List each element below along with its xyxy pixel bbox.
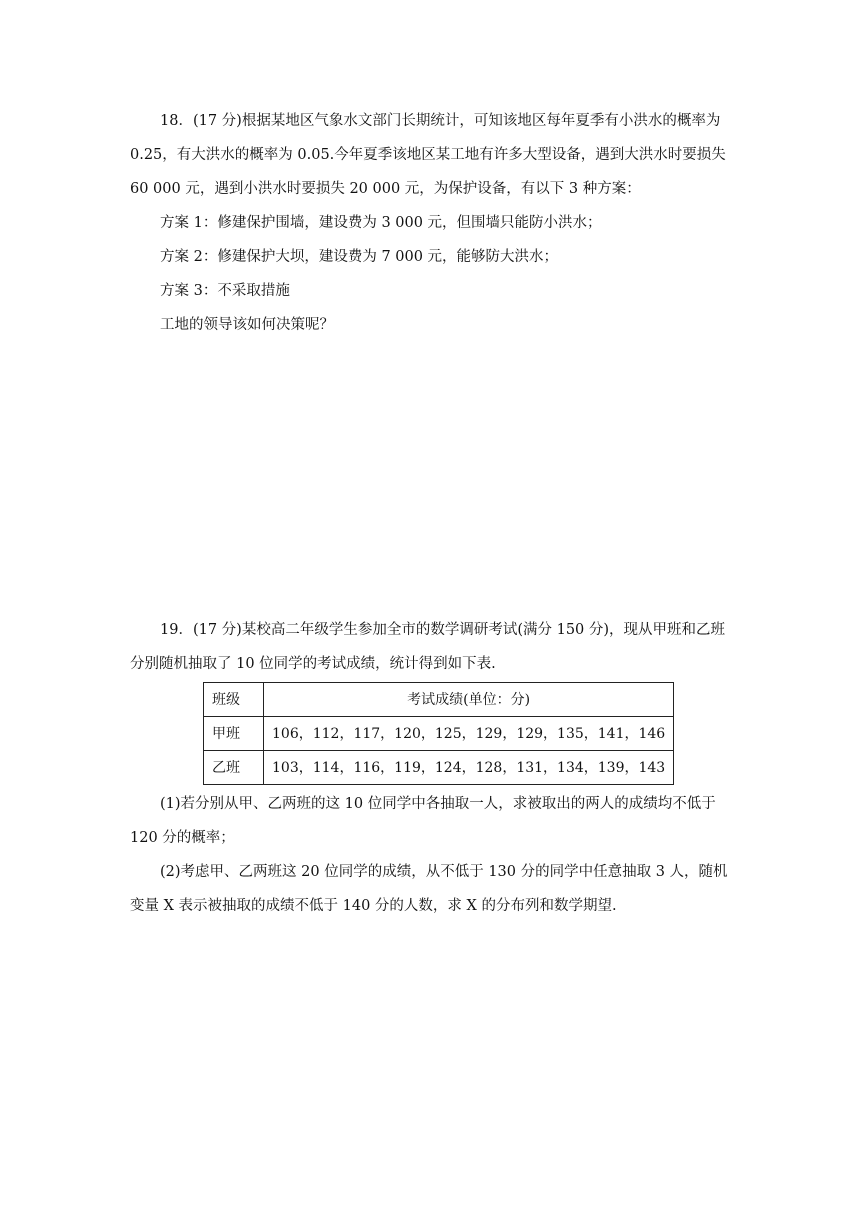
problem-18-plan-2: 方案 2：修建保护大坝，建设费为 7 000 元，能够防大洪水； xyxy=(160,249,559,265)
problem-19-stem-line-2: 分别随机抽取了 10 位同学的考试成绩，统计得到如下表. xyxy=(130,656,496,672)
problem-18-question: 工地的领导该如何决策呢？ xyxy=(160,317,334,333)
score-table xyxy=(203,682,674,785)
score-table-header-row xyxy=(204,683,674,717)
problem-18-stem-line-3: 60 000 元，遇到小洪水时要损失 20 000 元，为保护设备，有以下 3 种方案： xyxy=(130,181,641,197)
problem-18-plan-1: 方案 1：修建保护围墙，建设费为 3 000 元，但围墙只能防小洪水； xyxy=(160,215,602,231)
row-class-cell: 甲班 xyxy=(204,717,264,751)
table-row xyxy=(204,717,674,751)
problem-19-part-2-line-1: (2)考虑甲、乙两班这 20 位同学的成绩，从不低于 130 分的同学中任意抽取 3 人，随机 xyxy=(160,864,728,880)
problem-19-part-1-line-2: 120 分的概率； xyxy=(130,830,235,846)
problem-18-stem-line-1: 18．(17 分)根据某地区气象水文部门长期统计，可知该地区每年夏季有小洪水的概率为 xyxy=(160,113,721,129)
row-class-cell: 乙班 xyxy=(204,751,264,785)
problem-18 xyxy=(130,104,736,342)
table-row xyxy=(204,751,674,785)
problem-19-part-1-line-1: (1)若分别从甲、乙两班的这 10 位同学中各抽取一人，求被取出的两人的成绩均不低于 xyxy=(160,796,716,812)
row-scores-cell: 106，112，117，120，125，129，129，135，141，146 xyxy=(264,717,674,751)
problem-18-plan-3: 方案 3：不采取措施 xyxy=(160,283,290,299)
problem-19-stem-line-1: 19．(17 分)某校高二年级学生参加全市的数学调研考试(满分 150 分)，现从甲班和乙班 xyxy=(160,622,726,638)
problem-19-part-2-line-2: 变量 X 表示被抽取的成绩不低于 140 分的人数，求 X 的分布列和数学期望. xyxy=(130,898,617,914)
problem-19 xyxy=(130,613,736,923)
problem-18-stem-line-2: 0.25，有大洪水的概率为 0.05.今年夏季该地区某工地有许多大型设备，遇到大洪水时要损失 xyxy=(130,147,726,163)
header-scores-cell: 考试成绩(单位：分) xyxy=(264,683,674,717)
row-scores-cell: 103，114，116，119，124，128，131，134，139，143 xyxy=(264,751,674,785)
header-class-cell: 班级 xyxy=(204,683,264,717)
